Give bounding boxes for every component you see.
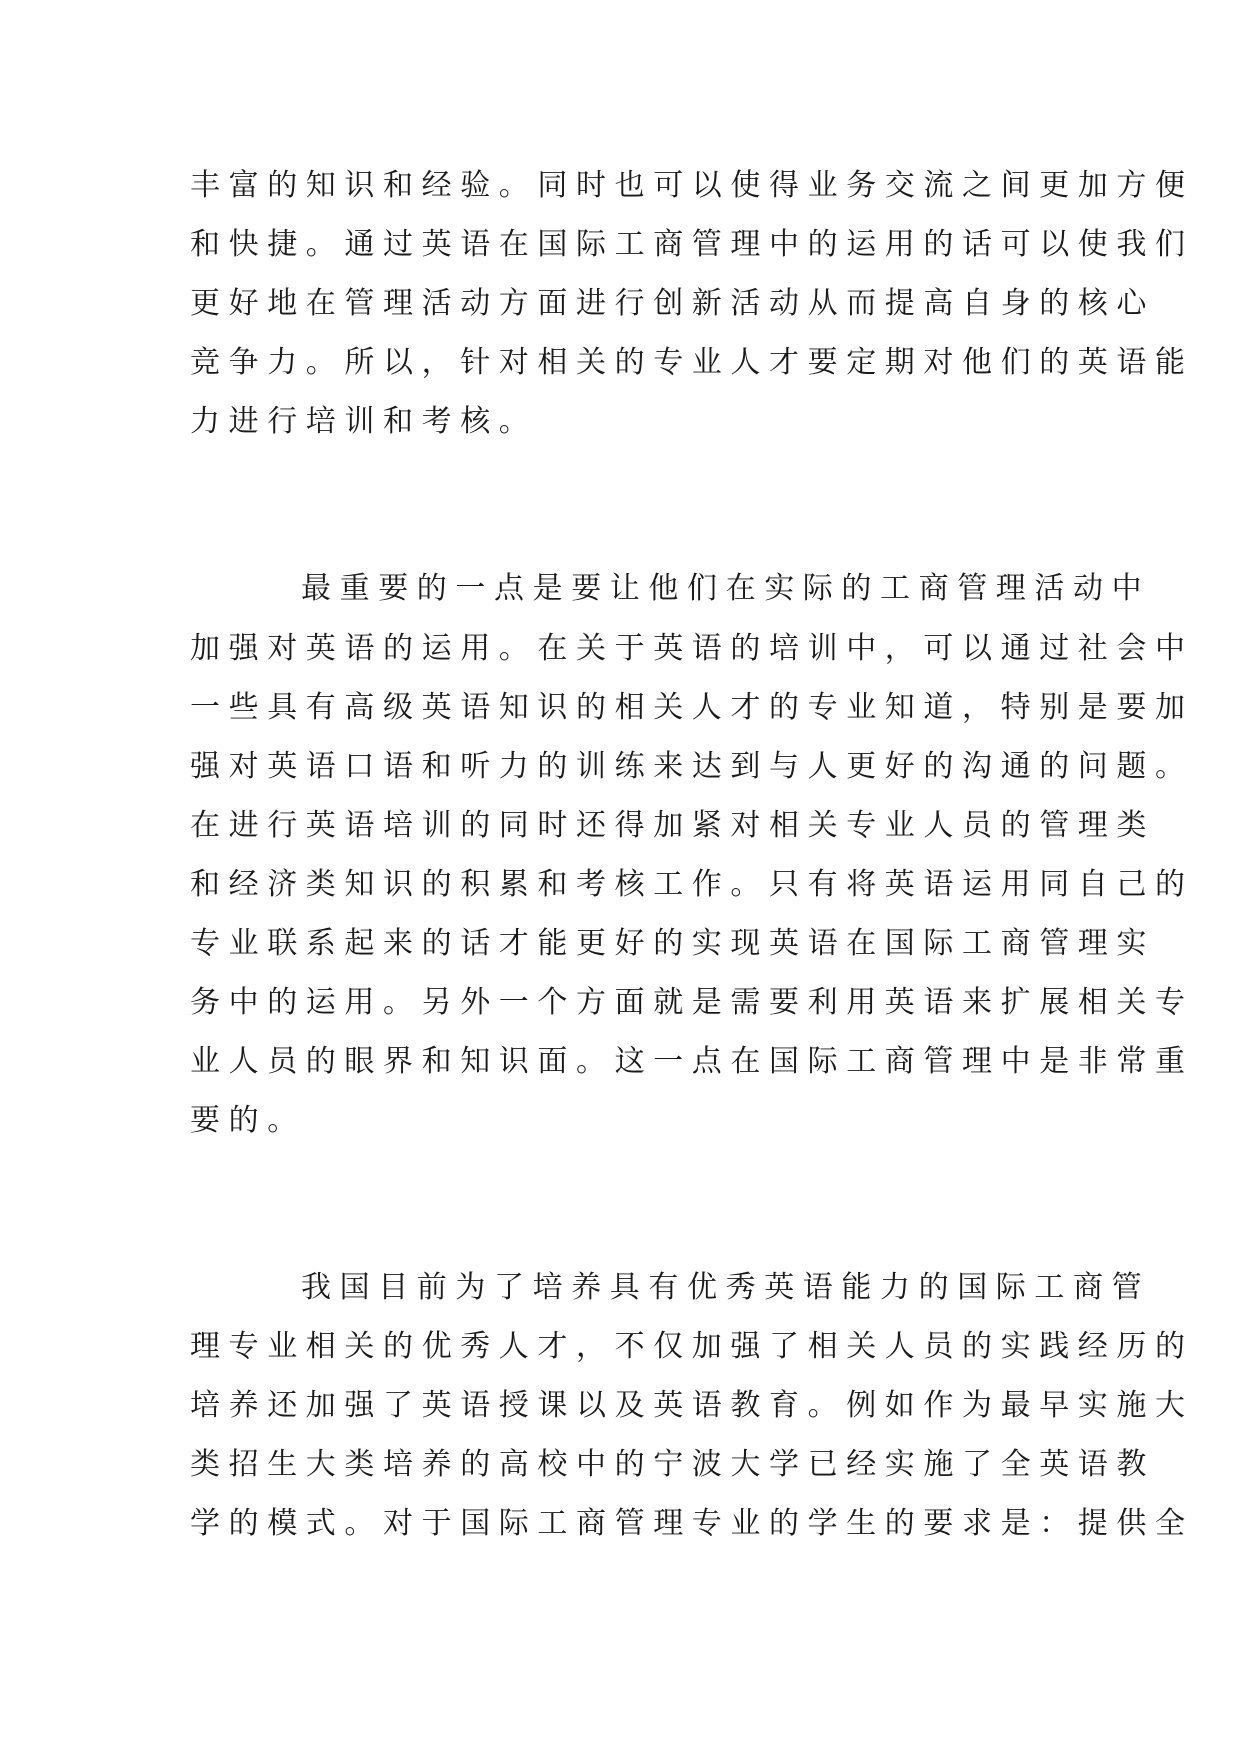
text-line: 类招生大类培养的高校中的宁波大学已经实施了全英语教 bbox=[190, 1447, 1155, 1482]
text-line: 我国目前为了培养具有优秀英语能力的国际工商管 bbox=[301, 1270, 1151, 1305]
text-line: 和快捷。通过英语在国际工商管理中的运用的话可以使我们 bbox=[190, 227, 1194, 262]
text-line: 一些具有高级英语知识的相关人才的专业知道，特别是要加 bbox=[190, 690, 1194, 725]
text-line: 理专业相关的优秀人才，不仅加强了相关人员的实践经历的 bbox=[190, 1329, 1194, 1364]
text-line: 培养还加强了英语授课以及英语教育。例如作为最早实施大 bbox=[190, 1388, 1194, 1423]
text-line: 最重要的一点是要让他们在实际的工商管理活动中 bbox=[301, 571, 1151, 606]
text-line: 竞争力。所以，针对相关的专业人才要定期对他们的英语能 bbox=[190, 345, 1194, 380]
text-line: 在进行英语培训的同时还得加紧对相关专业人员的管理类 bbox=[190, 808, 1155, 843]
text-line: 丰富的知识和经验。同时也可以使得业务交流之间更加方便 bbox=[190, 168, 1194, 203]
text-line: 力进行培训和考核。 bbox=[190, 404, 538, 439]
text-line: 强对英语口语和听力的训练来达到与人更好的沟通的问题。 bbox=[190, 749, 1194, 784]
text-line: 要的。 bbox=[190, 1103, 306, 1138]
text-line: 加强对英语的运用。在关于英语的培训中，可以通过社会中 bbox=[190, 631, 1194, 666]
text-line: 务中的运用。另外一个方面就是需要利用英语来扩展相关专 bbox=[190, 985, 1194, 1020]
text-line: 和经济类知识的积累和考核工作。只有将英语运用同自己的 bbox=[190, 867, 1194, 902]
text-line: 专业联系起来的话才能更好的实现英语在国际工商管理实 bbox=[190, 926, 1155, 961]
text-line: 业人员的眼界和知识面。这一点在国际工商管理中是非常重 bbox=[190, 1044, 1194, 1079]
text-line: 学的模式。对于国际工商管理专业的学生的要求是：提供全 bbox=[190, 1506, 1194, 1541]
text-line: 更好地在管理活动方面进行创新活动从而提高自身的核心 bbox=[190, 286, 1155, 321]
